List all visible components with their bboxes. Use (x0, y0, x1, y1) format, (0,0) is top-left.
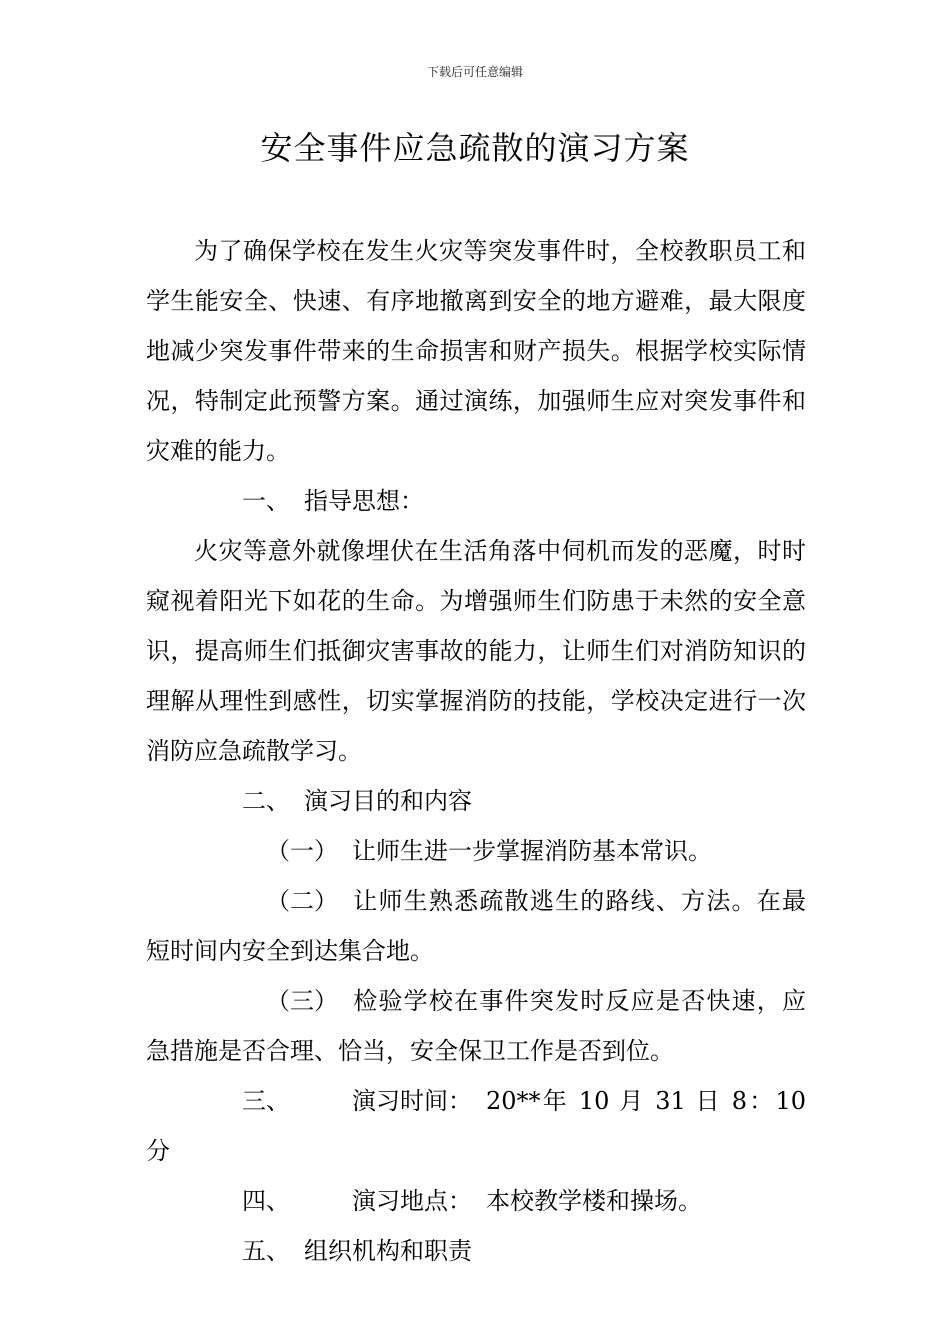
intro-paragraph: 为了确保学校在发生火灾等突发事件时，全校教职员工和学生能安全、快速、有序地撤离到安全的地方避难，最大限度地减少突发事件带来的生命损害和财产损失。根据学校实际情况，特制定此预警方案。通过演练，加强师生应对突发事件和灾难的能力。 (146, 237, 806, 465)
section-heading-5 (146, 1226, 806, 1276)
section-heading-2 (146, 776, 806, 826)
list-item-1 (146, 826, 806, 876)
section-heading-text: 演习时间： (352, 1087, 472, 1115)
item-text: 检验学校在事件突发时反应是否快速，应急措施是否合理、恰当，安全保卫工作是否到位。 (146, 987, 806, 1065)
section-value: 本校教学楼和操场。 (486, 1187, 702, 1215)
section-number: 二、 (242, 787, 290, 815)
section-number: 五、 (242, 1237, 290, 1265)
item-number: （一） (266, 837, 338, 865)
document-title: 安全事件应急疏散的演习方案 (260, 129, 690, 167)
item-number: （二） (266, 887, 338, 915)
section-heading-4 (146, 1176, 806, 1226)
section-heading-text: 指导思想： (304, 487, 424, 515)
list-item-2 (146, 876, 806, 976)
list-item-3 (146, 976, 806, 1076)
item-number: （三） (266, 987, 338, 1015)
section-heading-text: 组织机构和职责 (304, 1237, 472, 1265)
section-number: 一、 (242, 487, 290, 515)
item-text: 让师生进一步掌握消防基本常识。 (352, 837, 712, 865)
item-text: 让师生熟悉疏散逃生的路线、方法。在最短时间内安全到达集合地。 (146, 887, 806, 965)
section-number: 四、 (242, 1187, 290, 1215)
section-heading-1 (146, 476, 806, 526)
section-heading-text: 演习地点： (352, 1187, 472, 1215)
header-note: 下载后可任意编辑 (426, 65, 523, 79)
section-heading-3 (146, 1076, 806, 1176)
section-number: 三、 (242, 1087, 290, 1115)
document-body (146, 226, 806, 1276)
section-heading-text: 演习目的和内容 (304, 787, 472, 815)
section-value: 20**年 10 月 31 日 8：10 分 (146, 1087, 806, 1165)
section-1-paragraph: 火灾等意外就像埋伏在生活角落中伺机而发的恶魔，时时窥视着阳光下如花的生命。为增强师生们防患于未然的安全意识，提高师生们抵御灾害事故的能力，让师生们对消防知识的理解从理性到感性，切实掌握消防的技能，学校决定进行一次消防应急疏散学习。 (146, 537, 806, 765)
